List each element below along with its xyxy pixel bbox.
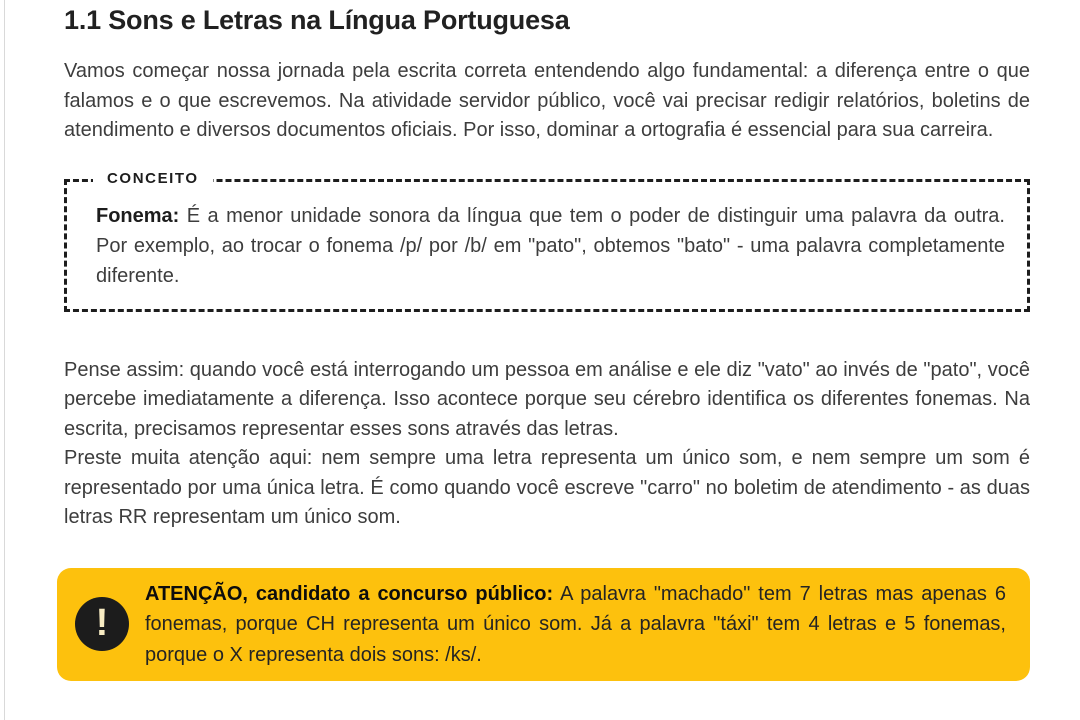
concept-box-label: CONCEITO [93,170,213,187]
paragraph-pense-assim: Pense assim: quando você está interrogando um pessoa em análise e ele diz "vato" ao invés de "pato", você percebe imediatamente a diferença. Isso acontece porque seu cérebro identifica os diferentes fonemas. Na escrita, precisamos representar esses sons através das letras. [64,358,1030,440]
concept-box [64,169,1030,312]
intro-paragraph: Vamos começar nossa jornada pela escrita correta entendendo algo fundamental: a diferença entre o que falamos e o que escrevemos. Na atividade servidor público, você vai precisar redigir relatórios, boletins de atendimento e diversos documentos oficiais. Por isso, dominar a ortografia é essencial para sua carreira. [64,60,1030,141]
page-content [64,0,1030,681]
paragraph-preste-atencao: Preste muita atenção aqui: nem sempre uma letra representa um único som, e nem sempre um som é representado por uma única letra. É como quando você escreve "carro" no boletim de atendimento - as duas letras RR representam um único som. [64,447,1030,528]
concept-term: Fonema: [96,204,180,227]
section-heading: 1.1 Sons e Letras na Língua Portuguesa [64,5,570,35]
attention-lead: ATENÇÃO, candidato a concurso público: [145,582,554,605]
page-edge-divider [4,0,5,720]
attention-body: A palavra "machado" tem 7 letras mas apenas 6 fonemas, porque CH representa um único som. Já a palavra "táxi" tem 4 letras e 5 fonemas, porque o X representa dois sons: /ks/. [145,582,1007,666]
attention-callout-box [57,568,1030,682]
concept-body: É a menor unidade sonora da língua que tem o poder de distinguir uma palavra da outra. Por exemplo, ao trocar o fonema /p/ por /b/ em "pato", obtemos "bato" - uma palavra completamente diferente. [96,204,1005,287]
explanation-block [64,356,1030,533]
exclamation-icon: ! [75,597,129,651]
attention-text [145,579,1006,671]
concept-definition [96,201,1005,291]
